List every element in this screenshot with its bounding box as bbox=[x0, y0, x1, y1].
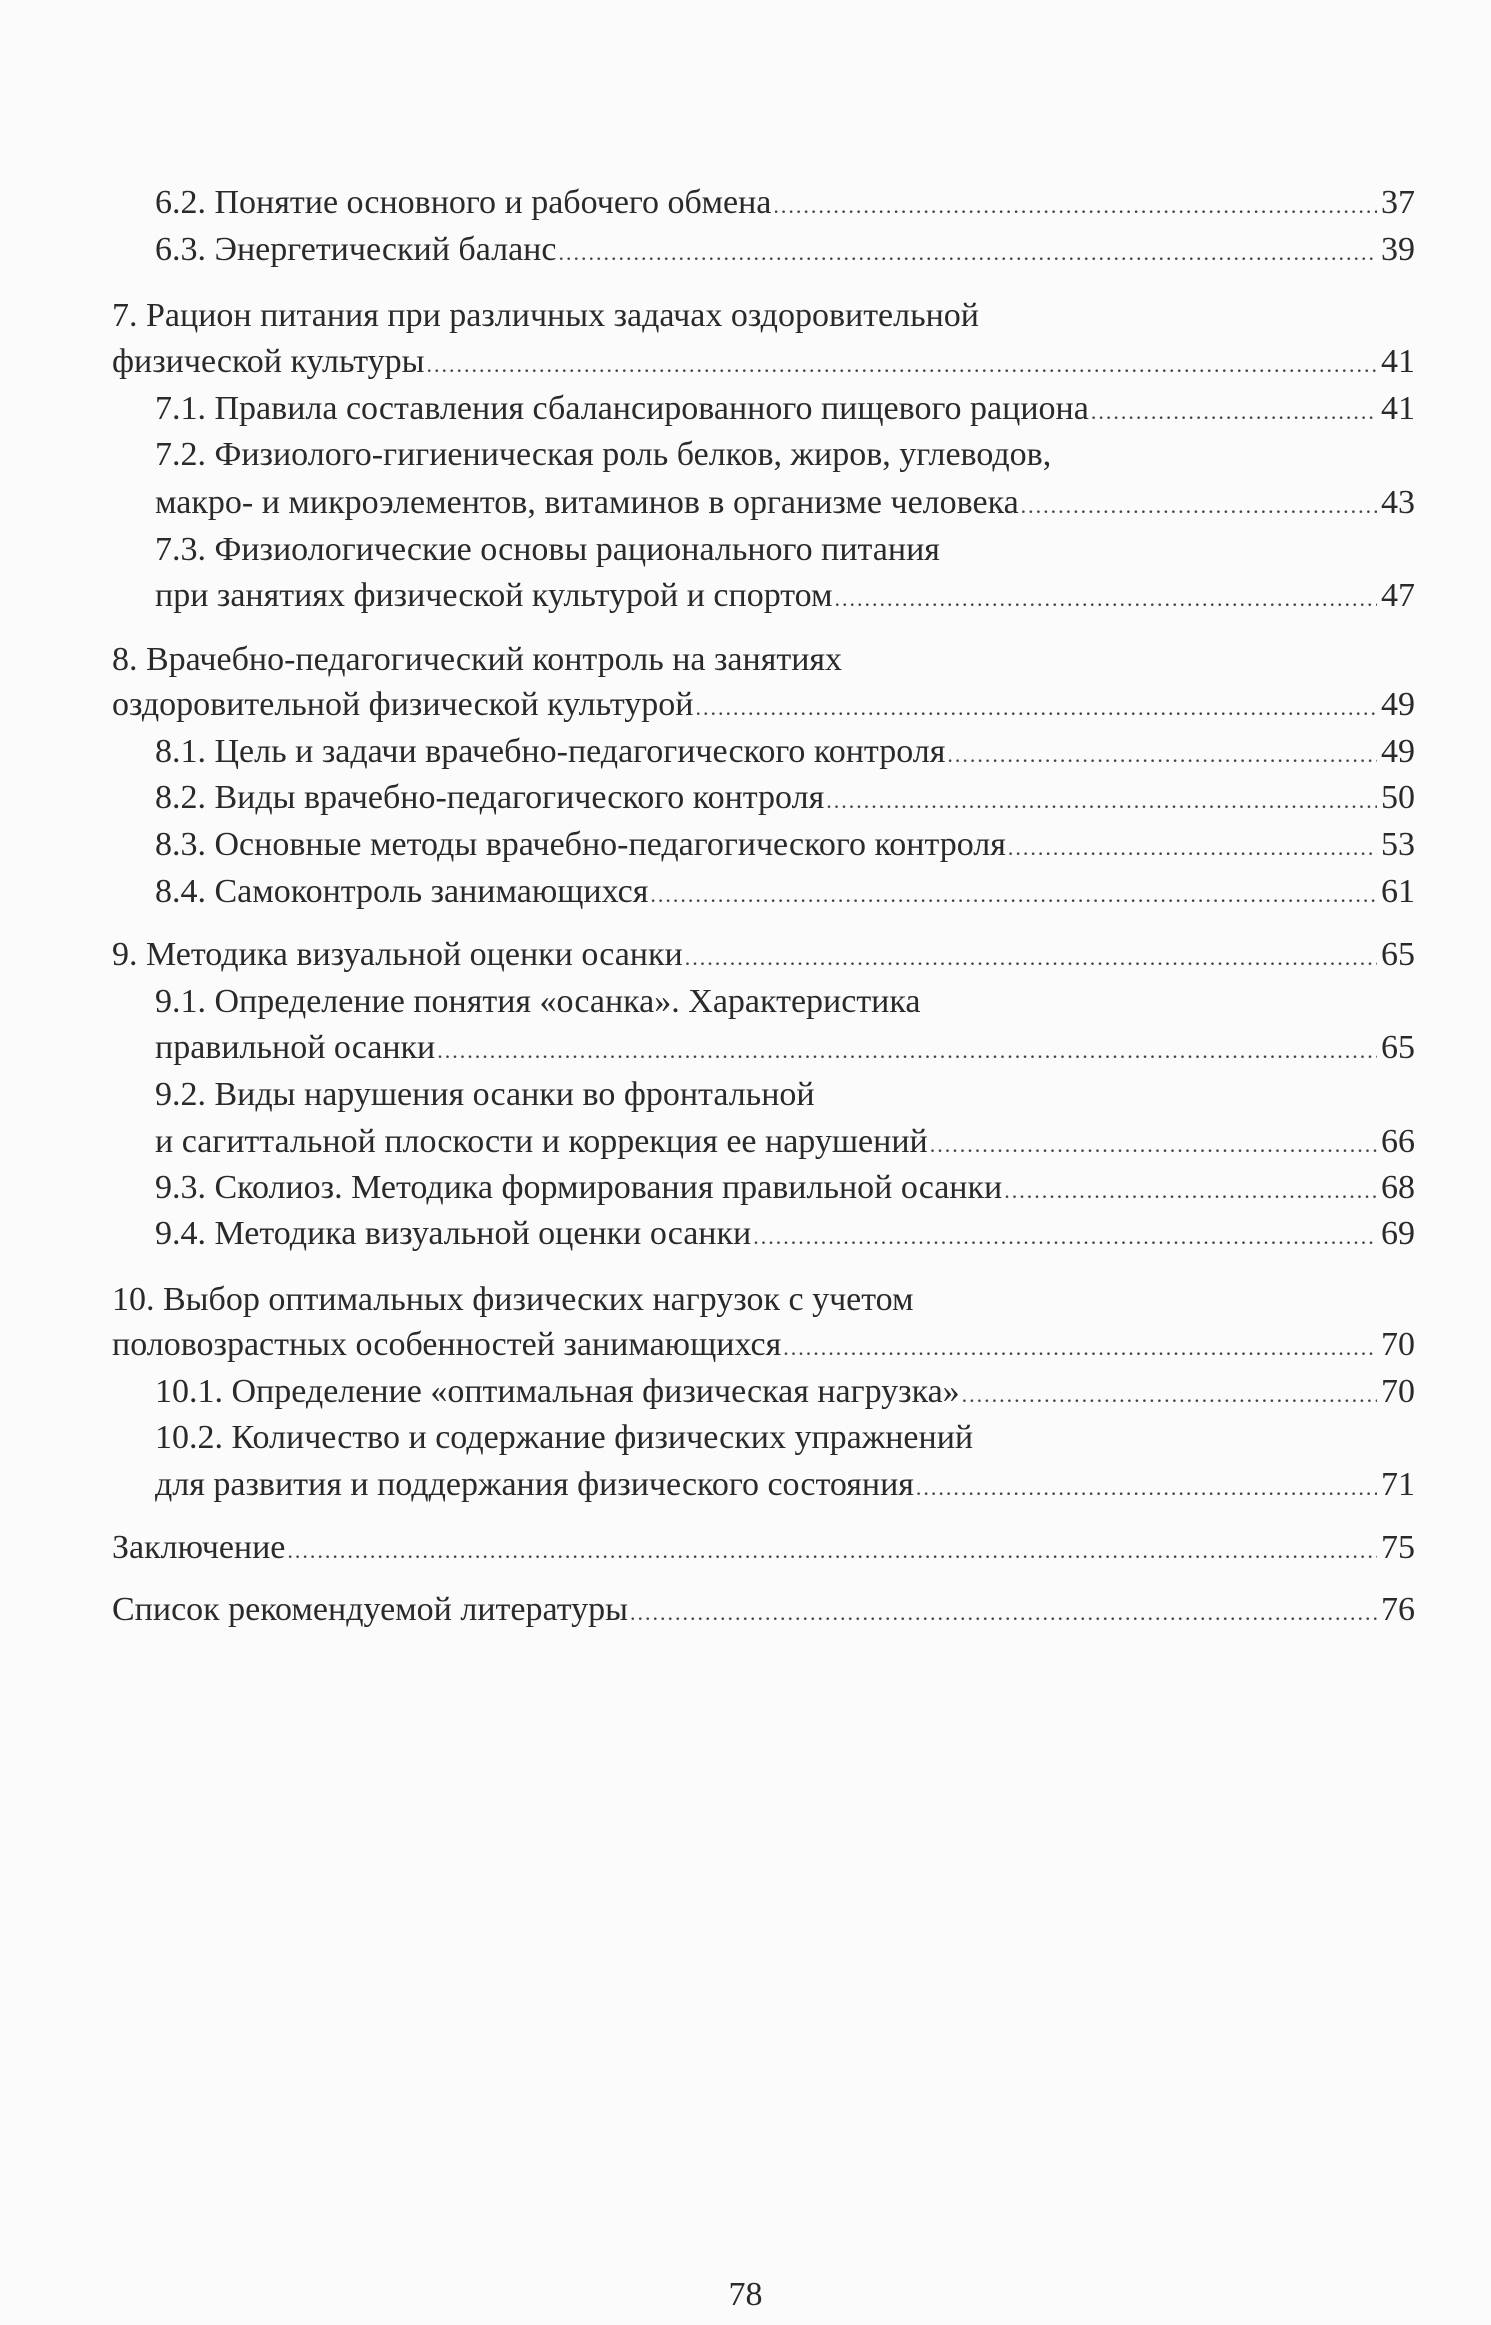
dot-leader bbox=[835, 576, 1377, 622]
toc-entry-title: 9.1. Определение понятия «осанка». Характеристика bbox=[155, 983, 921, 1020]
toc-entry-title-continued: макро- и микроэлементов, витаминов в организме человека bbox=[155, 484, 1019, 521]
toc-entry-title-continued: для развития и поддержания физического состояния bbox=[155, 1466, 914, 1503]
toc-entry-title-continued: правильной осанки bbox=[155, 1029, 436, 1066]
toc-entry-title: 7.3. Физиологические основы рационального питания bbox=[155, 531, 940, 568]
toc-entry[interactable] bbox=[112, 1587, 1415, 1633]
toc-entry-page: 65 bbox=[1381, 936, 1415, 973]
dot-leader bbox=[695, 685, 1377, 731]
toc-entry[interactable] bbox=[155, 1119, 1415, 1165]
toc-entry-page: 66 bbox=[1381, 1123, 1415, 1160]
toc-entry-title: 10.1. Определение «оптимальная физическая нагрузка» bbox=[155, 1373, 960, 1410]
toc-entry-page: 37 bbox=[1381, 184, 1415, 221]
dot-leader bbox=[753, 1214, 1377, 1260]
toc-entry[interactable] bbox=[155, 729, 1415, 775]
page-number: 78 bbox=[728, 2276, 763, 2313]
toc-entry-title: 10.2. Количество и содержание физических упражнений bbox=[155, 1419, 974, 1456]
toc-entry-title: 9.2. Виды нарушения осанки во фронтальной bbox=[155, 1076, 815, 1113]
dot-leader bbox=[685, 935, 1377, 981]
toc-entry-page: 69 bbox=[1381, 1215, 1415, 1252]
toc-entry[interactable] bbox=[155, 775, 1415, 821]
toc-entry-title: Заключение bbox=[112, 1529, 286, 1566]
toc-entry[interactable] bbox=[155, 1462, 1415, 1508]
toc-entry[interactable] bbox=[155, 227, 1415, 273]
toc-entry-line[interactable] bbox=[155, 527, 1415, 573]
toc-entry-title: 8. Врачебно-педагогический контроль на занятиях bbox=[112, 641, 843, 678]
toc-entry[interactable] bbox=[112, 1525, 1415, 1571]
toc-entry-line[interactable] bbox=[155, 432, 1415, 478]
toc-entry[interactable] bbox=[155, 1025, 1415, 1071]
toc-entry-line[interactable] bbox=[112, 293, 1415, 339]
toc-entry-title: 7.1. Правила составления сбалансированного пищевого рациона bbox=[155, 390, 1089, 427]
dot-leader bbox=[916, 1465, 1377, 1511]
toc-entry-page: 47 bbox=[1381, 577, 1415, 614]
toc-entry-title: 7.2. Физиолого-гигиеническая роль белков, жиров, углеводов, bbox=[155, 436, 1052, 473]
dot-leader bbox=[773, 183, 1377, 229]
toc-entry-page: 39 bbox=[1381, 231, 1415, 268]
toc-entry-page: 50 bbox=[1381, 779, 1415, 816]
toc-entry[interactable] bbox=[155, 1369, 1415, 1415]
toc-entry[interactable] bbox=[155, 386, 1415, 432]
toc-entry-line[interactable] bbox=[112, 637, 1415, 683]
dot-leader bbox=[947, 732, 1377, 778]
toc-entry-line[interactable] bbox=[155, 1415, 1415, 1461]
toc-entry-title: 10. Выбор оптимальных физических нагрузок с учетом bbox=[112, 1281, 914, 1318]
dot-leader bbox=[287, 1528, 1377, 1574]
toc-entry-title: 9.3. Сколиоз. Методика формирования правильной осанки bbox=[155, 1169, 1003, 1206]
toc-entry[interactable] bbox=[155, 1211, 1415, 1257]
toc-entry-title-continued: физической культуры bbox=[112, 343, 425, 380]
toc-entry-title: 7. Рацион питания при различных задачах оздоровительной bbox=[112, 297, 979, 334]
toc-entry-page: 61 bbox=[1381, 873, 1415, 910]
toc-entry[interactable] bbox=[112, 682, 1415, 728]
toc-entry-page: 70 bbox=[1381, 1373, 1415, 1410]
toc-entry-title-continued: и сагиттальной плоскости и коррекция ее нарушений bbox=[155, 1123, 928, 1160]
toc-entry-page: 70 bbox=[1381, 1326, 1415, 1363]
toc-entry-title: 8.1. Цель и задачи врачебно-педагогического контроля bbox=[155, 733, 946, 770]
toc-entry[interactable] bbox=[155, 869, 1415, 915]
toc-entry-page: 41 bbox=[1381, 390, 1415, 427]
toc-entry[interactable] bbox=[155, 1165, 1415, 1211]
toc-entry-page: 49 bbox=[1381, 686, 1415, 723]
dot-leader bbox=[1091, 389, 1377, 435]
toc-entry-page: 41 bbox=[1381, 343, 1415, 380]
dot-leader bbox=[630, 1590, 1377, 1636]
toc-entry-line[interactable] bbox=[155, 1072, 1415, 1118]
toc-entry-page: 71 bbox=[1381, 1466, 1415, 1503]
toc-entry-page: 49 bbox=[1381, 733, 1415, 770]
toc-entry[interactable] bbox=[112, 1322, 1415, 1368]
dot-leader bbox=[558, 230, 1377, 276]
toc-entry-page: 53 bbox=[1381, 826, 1415, 863]
dot-leader bbox=[826, 778, 1377, 824]
toc-entry-title: 8.2. Виды врачебно-педагогического контроля bbox=[155, 779, 825, 816]
toc-entry-page: 68 bbox=[1381, 1169, 1415, 1206]
dot-leader bbox=[962, 1372, 1377, 1418]
toc-entry-page: 75 bbox=[1381, 1529, 1415, 1566]
dot-leader bbox=[930, 1122, 1377, 1168]
toc-entry-page: 65 bbox=[1381, 1029, 1415, 1066]
toc-entry[interactable] bbox=[155, 180, 1415, 226]
toc-entry-page: 76 bbox=[1381, 1591, 1415, 1628]
dot-leader bbox=[783, 1325, 1377, 1371]
toc-entry[interactable] bbox=[155, 573, 1415, 619]
toc-entry-line[interactable] bbox=[112, 1277, 1415, 1323]
toc-entry[interactable] bbox=[112, 932, 1415, 978]
dot-leader bbox=[650, 872, 1377, 918]
toc-entry-title: 9. Методика визуальной оценки осанки bbox=[112, 936, 683, 973]
toc-entry-title: 6.3. Энергетический баланс bbox=[155, 231, 557, 268]
toc-entry-title-continued: половозрастных особенностей занимающихся bbox=[112, 1326, 782, 1363]
toc-entry-title-continued: при занятиях физической культурой и спортом bbox=[155, 577, 833, 614]
toc-entry[interactable] bbox=[155, 480, 1415, 526]
toc-entry[interactable] bbox=[155, 822, 1415, 868]
toc-entry-title-continued: оздоровительной физической культурой bbox=[112, 686, 694, 723]
dot-leader bbox=[1021, 483, 1377, 529]
dot-leader bbox=[1008, 825, 1377, 871]
dot-leader bbox=[426, 342, 1377, 388]
toc-entry-title: 8.3. Основные методы врачебно-педагогического контроля bbox=[155, 826, 1006, 863]
toc-entry-title: 8.4. Самоконтроль занимающихся bbox=[155, 873, 649, 910]
toc-entry-title: 6.2. Понятие основного и рабочего обмена bbox=[155, 184, 772, 221]
toc-entry-title: 9.4. Методика визуальной оценки осанки bbox=[155, 1215, 752, 1252]
dot-leader bbox=[1004, 1168, 1377, 1214]
toc-entry-page: 43 bbox=[1381, 484, 1415, 521]
dot-leader bbox=[437, 1028, 1377, 1074]
toc-entry[interactable] bbox=[112, 339, 1415, 385]
toc-entry-title: Список рекомендуемой литературы bbox=[112, 1591, 628, 1628]
toc-entry-line[interactable] bbox=[155, 979, 1415, 1025]
